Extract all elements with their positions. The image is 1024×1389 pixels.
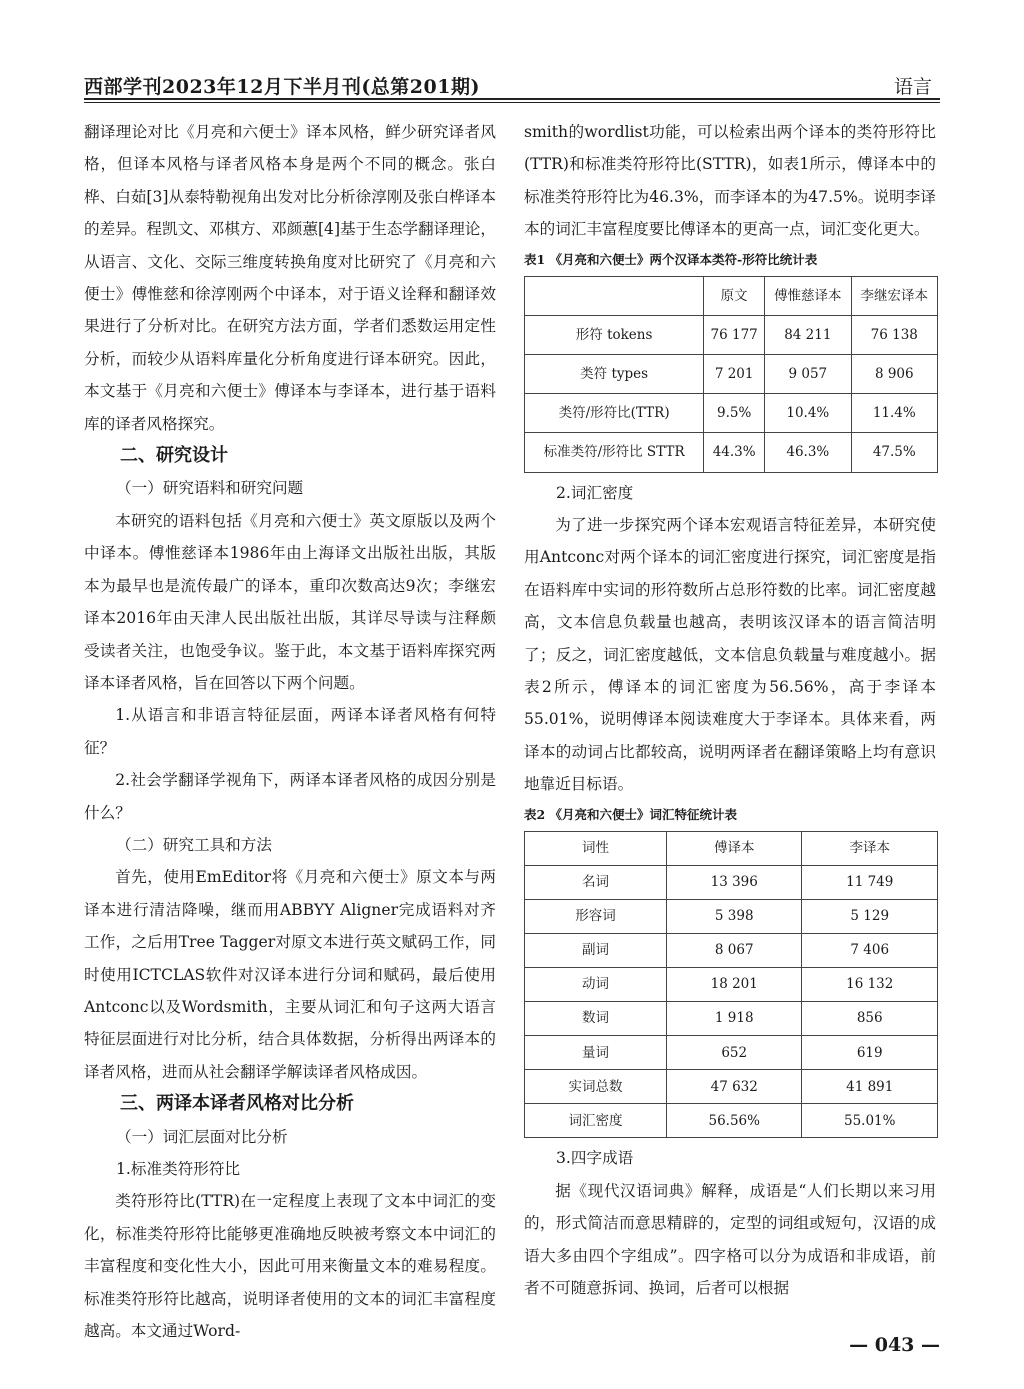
table-row — [525, 355, 938, 394]
research-question: 2.社会学翻译学视角下，两译本译者风格的成因分别是什么？ — [84, 771, 496, 822]
table-cell: 652 — [666, 1036, 802, 1070]
subsection-heading: （一）研究语料和研究问题 — [116, 479, 304, 498]
table-header-row — [525, 831, 938, 865]
paragraph: 首先，使用EmEditor将《月亮和六便士》原文本与两译本进行清洁降噪，继而用ABBYY Aligner完成语料对齐工作，之后用Tree Tagger对原文本进行英文赋码工作，同时使用ICTCLAS软件对汉译本进行分词和赋码，最后使用Antconc以及Wordsmith，主要从词汇和句子这两大语言特征层面进行对比分析，结合具体数据，分析得出两译本的译者风格，进而从社会翻译学解读译者风格成因。 — [84, 868, 496, 1081]
table1-caption: 表1 《月亮和六便士》两个汉译本类符-形符比统计表 — [524, 251, 818, 267]
subsubsection-heading: 3.四字成语 — [556, 1149, 634, 1168]
table-cell: 9 057 — [765, 355, 851, 394]
table-cell: 形容词 — [525, 899, 667, 933]
table-cell: 10.4% — [765, 394, 851, 433]
table-cell: 8 906 — [851, 355, 937, 394]
table-cell: 11 749 — [802, 865, 938, 899]
table-header-cell: 原文 — [704, 276, 765, 315]
table-cell: 7 406 — [802, 933, 938, 967]
paragraph: smith的wordlist功能，可以检索出两个译本的类符形符比(TTR)和标准类符形符比(STTR)，如表1所示，傅译本中的标准类符形符比为46.3%，而李译本的为47.5%。说明李译本的词汇丰富程度要比傅译本的更高一点，词汇变化更大。 — [524, 123, 936, 239]
table-cell: 标准类符/形符比 STTR — [525, 433, 704, 472]
table-row — [525, 1104, 938, 1138]
table-cell: 44.3% — [704, 433, 765, 472]
page-number: — 043 — — [849, 1334, 940, 1356]
research-question: 1.从语言和非语言特征层面，两译本译者风格有何特征？ — [84, 706, 496, 757]
section-name: 语言 — [893, 76, 932, 98]
table-cell: 量词 — [525, 1036, 667, 1070]
header-rule-thin — [84, 102, 940, 103]
table-header-cell: 李译本 — [802, 831, 938, 865]
subsection-heading: （一）词汇层面对比分析 — [116, 1127, 288, 1146]
table-cell: 实词总数 — [525, 1070, 667, 1104]
table-cell: 11.4% — [851, 394, 937, 433]
table-cell: 1 918 — [666, 1002, 802, 1036]
table-cell: 84 211 — [765, 315, 851, 354]
table-cell: 类符 types — [525, 355, 704, 394]
table-row — [525, 933, 938, 967]
paragraph: 类符形符比(TTR)在一定程度上表现了文本中词汇的变化，标准类符形符比能够更准确地反映被考察文本中词汇的丰富程度和变化性大小，因此可用来衡量文本的难易程度。标准类符形符比越高，说明译者使用的文本的词汇丰富程度越高。本文通过Word- — [84, 1192, 496, 1341]
subsubsection-heading: 1.标准类符形符比 — [116, 1160, 241, 1178]
table-cell: 46.3% — [765, 433, 851, 472]
paragraph: 据《现代汉语词典》解释，成语是“人们长期以来习用的，形式简洁而意思精辟的，定型的词组或短句，汉语的成语大多由四个字组成”。四字格可以分为成语和非成语，前者不可随意拆词、换词，后者可以根据 — [524, 1181, 936, 1298]
table-cell: 5 129 — [802, 899, 938, 933]
table-header-cell: 傅惟慈译本 — [765, 276, 851, 315]
table-cell: 类符/形符比(TTR) — [525, 394, 704, 433]
section-heading: 三、两译本译者风格对比分析 — [120, 1093, 354, 1115]
table-header-cell — [525, 276, 704, 315]
table-cell: 16 132 — [802, 968, 938, 1002]
table-cell: 47 632 — [666, 1070, 802, 1104]
table2-caption: 表2 《月亮和六便士》词汇特征统计表 — [524, 806, 738, 822]
table1 — [524, 276, 938, 473]
table-cell: 5 398 — [666, 899, 802, 933]
table-cell: 数词 — [525, 1002, 667, 1036]
table-cell: 名词 — [525, 865, 667, 899]
table-cell: 619 — [802, 1036, 938, 1070]
table-header-cell: 李继宏译本 — [851, 276, 937, 315]
table-cell: 856 — [802, 1002, 938, 1036]
table-header-row — [525, 276, 938, 315]
paragraph: 为了进一步探究两个译本宏观语言特征差异，本研究使用Antconc对两个译本的词汇密度进行探究，词汇密度是指在语料库中实词的形符数所占总形符数的比率。词汇密度越高，文本信息负载量也越高，表明该汉译本的语言简洁明了；反之，词汇密度越低，文本信息负载量与难度越小。据表2所示，傅译本的词汇密度为56.56%，高于李译本55.01%，说明傅译本阅读难度大于李译本。具体来看，两译本的动词占比都较高，说明两译者在翻译策略上均有意识地靠近目标语。 — [524, 515, 936, 794]
table-cell: 词汇密度 — [525, 1104, 667, 1138]
table-cell: 18 201 — [666, 968, 802, 1002]
table-cell: 形符 tokens — [525, 315, 704, 354]
table2 — [524, 831, 938, 1139]
table-header-cell: 傅译本 — [666, 831, 802, 865]
table-cell: 56.56% — [666, 1104, 802, 1138]
table-cell: 76 138 — [851, 315, 937, 354]
left-column — [84, 116, 496, 1347]
subsection-heading: （二）研究工具和方法 — [116, 835, 272, 854]
table-cell: 41 891 — [802, 1070, 938, 1104]
table-cell: 55.01% — [802, 1104, 938, 1138]
table-row — [525, 865, 938, 899]
table-cell: 8 067 — [666, 933, 802, 967]
paragraph: 本研究的语料包括《月亮和六便士》英文原版以及两个中译本。傅惟慈译本1986年由上海译文出版社出版，其版本为最早也是流传最广的译本，重印次数高达9次；李继宏译本2016年由天津人民出版社出版，其详尽导读与注释颇受读者关注，也饱受争议。鉴于此，本文基于语料库探究两译本译者风格，旨在回答以下两个问题。 — [84, 511, 496, 692]
table-row — [525, 433, 938, 472]
paragraph: 翻译理论对比《月亮和六便士》译本风格，鲜少研究译者风格，但译本风格与译者风格本身是两个不同的概念。张白桦、白茹[3]从泰特勒视角出发对比分析徐淳刚及张白桦译本的差异。程凯文、邓棋方、邓颜蕙[4]基于生态学翻译理论，从语言、文化、交际三维度转换角度对比研究了《月亮和六便士》傅惟慈和徐淳刚两个中译本，对于语义诠释和翻译效果进行了分析对比。在研究方法方面，学者们悉数运用定性分析，而较少从语料库量化分析角度进行译本研究。因此，本文基于《月亮和六便士》傅译本与李译本，进行基于语料库的译者风格探究。 — [84, 123, 496, 433]
subsubsection-heading: 2.词汇密度 — [556, 483, 634, 502]
table-row — [525, 394, 938, 433]
table-cell: 动词 — [525, 968, 667, 1002]
table-header-cell: 词性 — [525, 831, 667, 865]
table-row — [525, 315, 938, 354]
journal-title: 西部学刊2023年12月下半月刊(总第201期) — [84, 76, 480, 98]
table-cell: 47.5% — [851, 433, 937, 472]
table-row — [525, 1070, 938, 1104]
table-cell: 副词 — [525, 933, 667, 967]
table-row — [525, 1036, 938, 1070]
table-cell: 13 396 — [666, 865, 802, 899]
table-row — [525, 968, 938, 1002]
table-row — [525, 899, 938, 933]
table-cell: 9.5% — [704, 394, 765, 433]
table-row — [525, 1002, 938, 1036]
header-rule — [84, 98, 940, 100]
section-heading: 二、研究设计 — [120, 445, 228, 467]
table-cell: 7 201 — [704, 355, 765, 394]
table-cell: 76 177 — [704, 315, 765, 354]
running-header — [84, 70, 940, 104]
right-column — [524, 116, 936, 1305]
